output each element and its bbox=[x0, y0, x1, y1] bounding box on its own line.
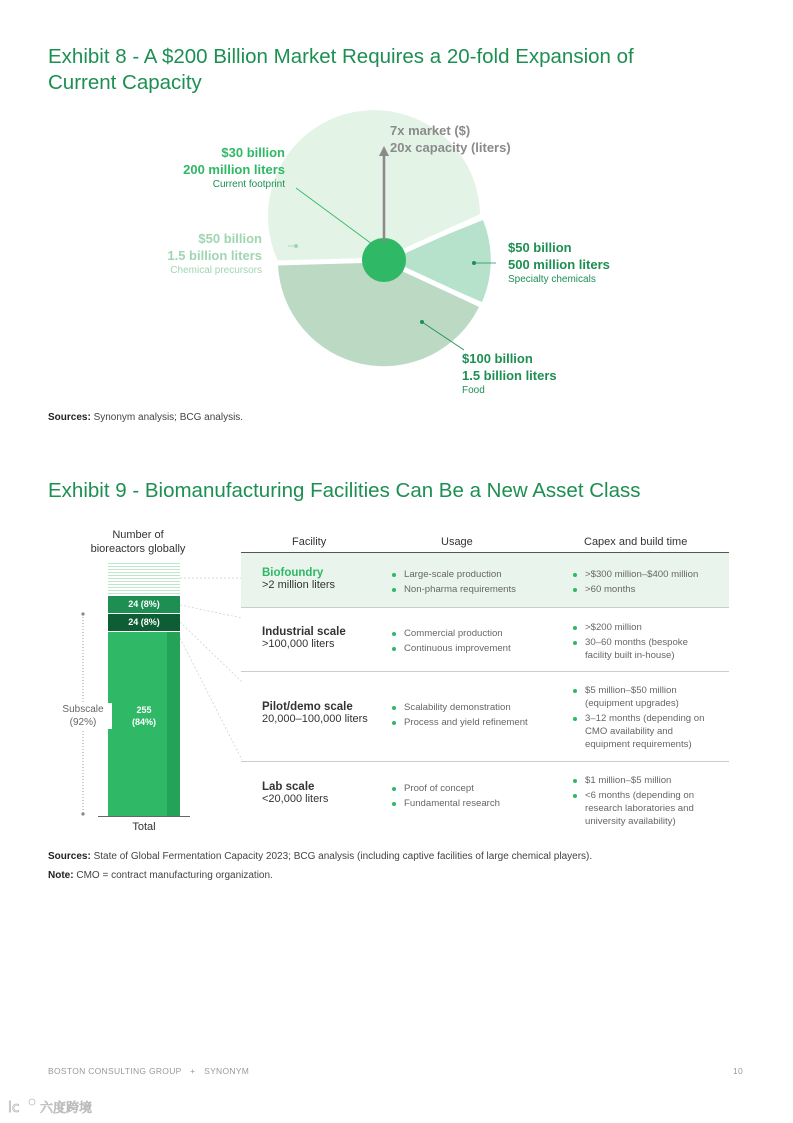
specialty-name: Specialty chemicals bbox=[508, 274, 596, 285]
capex-item: 3–12 months (depending on CMO availability and equipment requirements) bbox=[571, 712, 719, 751]
row-biofoundry-capex bbox=[571, 568, 721, 598]
usage-item: Proof of concept bbox=[390, 782, 565, 795]
usage-item: Commercial production bbox=[390, 627, 565, 640]
exhibit-9-title: Exhibit 9 - Biomanufacturing Facilities Can Be a New Asset Class bbox=[48, 479, 641, 502]
chemical-name: Chemical precursors bbox=[170, 265, 262, 276]
exhibit-9-sources bbox=[48, 850, 768, 883]
exhibit-8-title-line2: Current Capacity bbox=[48, 71, 202, 94]
label-food bbox=[462, 350, 557, 397]
food-name: Food bbox=[462, 385, 485, 396]
dot-chemical bbox=[294, 244, 298, 248]
current-name: Current footprint bbox=[212, 179, 285, 190]
row-industrial-facility bbox=[262, 626, 346, 650]
label-current-footprint bbox=[120, 144, 285, 191]
capex-item: >$300 million–$400 million bbox=[571, 568, 721, 581]
table-header-facility: Facility bbox=[292, 536, 327, 548]
exhibit-9-note-line bbox=[48, 869, 768, 883]
row-divider bbox=[241, 671, 729, 672]
capex-item: >$200 million bbox=[571, 621, 711, 634]
usage-item: Continuous improvement bbox=[390, 642, 565, 655]
row-biofoundry-facility bbox=[262, 567, 335, 591]
footer-company: BOSTON CONSULTING GROUP bbox=[48, 1066, 182, 1076]
row-lab-title: Lab scale bbox=[262, 781, 315, 793]
subscale-text: Subscale bbox=[62, 704, 104, 715]
note-label: Note: bbox=[48, 870, 74, 881]
exhibit-9-sources-line bbox=[48, 850, 768, 864]
current-footprint-circle bbox=[362, 238, 406, 282]
arrow-label bbox=[390, 122, 511, 156]
label-specialty-chemicals bbox=[508, 239, 610, 286]
usage-item: Large-scale production bbox=[390, 568, 565, 581]
bar-industrial-segment: 24 (8%) bbox=[108, 596, 180, 613]
watermark-icon bbox=[8, 1096, 108, 1118]
note-text: CMO = contract manufacturing organization. bbox=[76, 870, 273, 881]
row-industrial-capex bbox=[571, 621, 711, 664]
capex-item: $1 million–$5 million bbox=[571, 774, 711, 787]
usage-item: Process and yield refinement bbox=[390, 716, 565, 729]
arrow-label-capacity: 20x capacity (liters) bbox=[390, 140, 511, 155]
arrow-label-market: 7x market ($) bbox=[390, 123, 471, 138]
row-pilot-capex bbox=[571, 684, 719, 753]
current-value: $30 billion bbox=[221, 145, 285, 160]
current-volume: 200 million liters bbox=[183, 162, 285, 177]
row-lab-usage bbox=[390, 782, 565, 812]
dot-specialty bbox=[472, 261, 476, 265]
bar-pilot-segment: 24 (8%) bbox=[108, 614, 180, 631]
row-industrial-title: Industrial scale bbox=[262, 626, 346, 638]
bar-header bbox=[74, 528, 202, 556]
row-pilot-title: Pilot/demo scale bbox=[262, 701, 353, 713]
row-pilot-sub: 20,000–100,000 liters bbox=[262, 713, 368, 725]
svg-text:lc: lc bbox=[8, 1100, 20, 1116]
watermark-logo bbox=[8, 1096, 108, 1118]
bar-baseline bbox=[98, 816, 190, 817]
capex-item: $5 million–$50 million (equipment upgrades) bbox=[571, 684, 719, 710]
row-divider bbox=[241, 607, 729, 608]
row-pilot-facility bbox=[262, 701, 368, 725]
exhibit-8-title-line1: Exhibit 8 - A $200 Billion Market Requires a 20-fold Expansion of bbox=[48, 45, 634, 68]
sources-text: State of Global Fermentation Capacity 2023; BCG analysis (including captive facilities of large chemical players). bbox=[93, 851, 593, 862]
sources-text: Synonym analysis; BCG analysis. bbox=[93, 412, 244, 423]
table-header-capex: Capex and build time bbox=[584, 536, 688, 548]
footer-separator: + bbox=[190, 1066, 196, 1076]
bar-lab-value: 255 bbox=[136, 705, 152, 715]
capex-item: >60 months bbox=[571, 583, 721, 596]
usage-item: Fundamental research bbox=[390, 797, 565, 810]
bar-table-connectors bbox=[180, 560, 242, 830]
capex-item: 30–60 months (bespoke facility built in-house) bbox=[571, 636, 711, 662]
footer-partner: SYNONYM bbox=[204, 1066, 250, 1076]
table-header-usage: Usage bbox=[441, 536, 473, 548]
chemical-value: $50 billion bbox=[198, 231, 262, 246]
bar-total-label: Total bbox=[132, 821, 156, 833]
bar-header-line2: bioreactors globally bbox=[90, 543, 186, 555]
row-biofoundry-title: Biofoundry bbox=[262, 567, 324, 579]
subscale-pct: (92%) bbox=[69, 717, 97, 728]
row-lab-sub: <20,000 liters bbox=[262, 793, 329, 805]
page-number: 10 bbox=[733, 1066, 744, 1076]
row-lab-capex bbox=[571, 774, 711, 830]
bar-lab-label bbox=[108, 704, 180, 728]
sources-label: Sources: bbox=[48, 412, 91, 423]
capex-item: <6 months (depending on research laboratories and university availability) bbox=[571, 789, 711, 828]
exhibit-8-title bbox=[48, 44, 768, 96]
chemical-volume: 1.5 billion liters bbox=[167, 248, 262, 263]
watermark-text: 六度跨境 bbox=[40, 1101, 93, 1116]
sources-label: Sources: bbox=[48, 851, 91, 862]
row-industrial-usage bbox=[390, 627, 565, 657]
subscale-label bbox=[54, 703, 112, 729]
food-volume: 1.5 billion liters bbox=[462, 368, 557, 383]
bar-lab-pct: (84%) bbox=[131, 717, 156, 727]
bar-lab-segment bbox=[108, 632, 180, 816]
label-chemical-precursors bbox=[100, 230, 262, 277]
row-biofoundry-usage bbox=[390, 568, 565, 598]
row-lab-facility bbox=[262, 781, 328, 805]
footer bbox=[48, 1066, 249, 1076]
bar-header-line1: Number of bbox=[112, 529, 164, 541]
row-biofoundry-sub: >2 million liters bbox=[262, 579, 336, 591]
row-industrial-sub: >100,000 liters bbox=[262, 638, 335, 650]
row-divider bbox=[241, 761, 729, 762]
bar-biofoundry-segment bbox=[108, 563, 180, 595]
row-pilot-usage bbox=[390, 701, 565, 731]
usage-item: Scalability demonstration bbox=[390, 701, 565, 714]
specialty-volume: 500 million liters bbox=[508, 257, 610, 272]
exhibit-8-sources bbox=[48, 411, 243, 425]
food-value: $100 billion bbox=[462, 351, 533, 366]
specialty-value: $50 billion bbox=[508, 240, 572, 255]
usage-item: Non-pharma requirements bbox=[390, 583, 565, 596]
dot-food bbox=[420, 320, 424, 324]
